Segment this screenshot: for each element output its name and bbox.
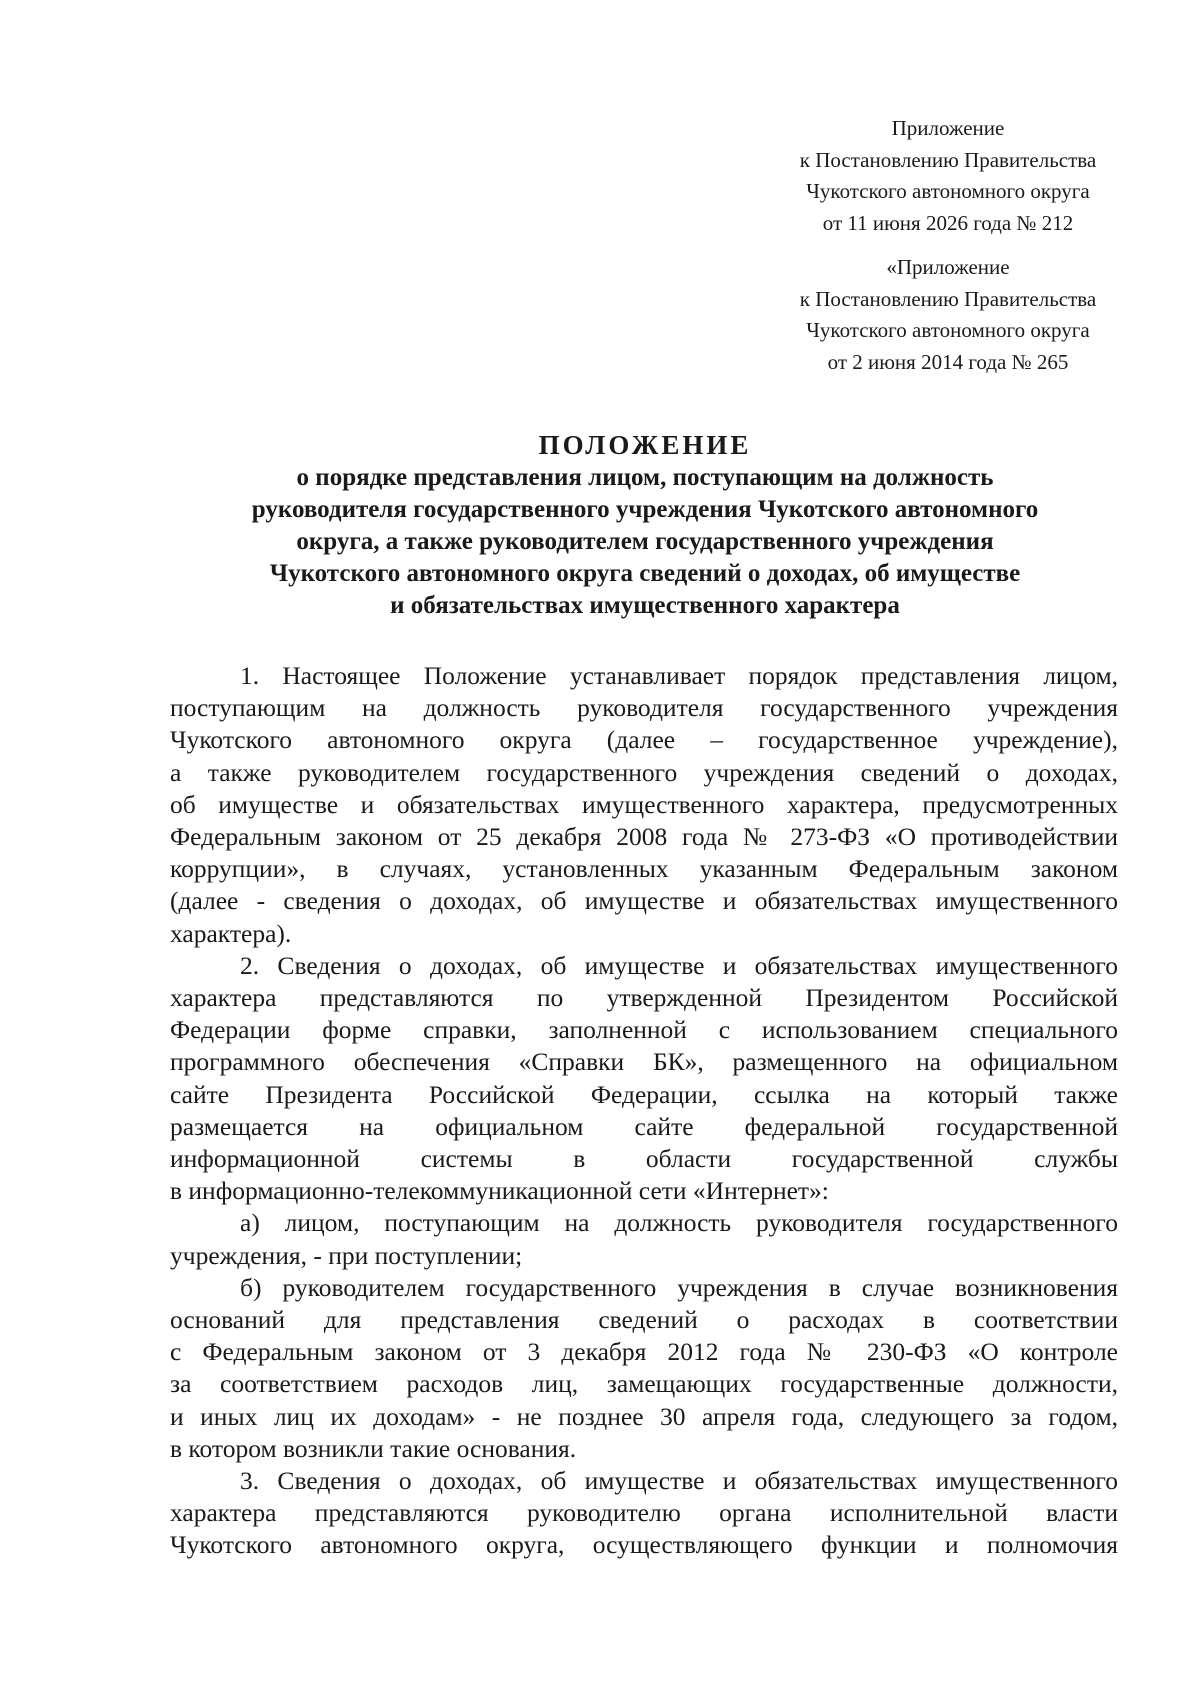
text-line: 3. Сведения о доходах, об имуществе и обязательствах имущественного [240, 1466, 1118, 1496]
text-line: (далее - сведения о доходах, об имуществе и обязательствах имущественного [170, 886, 1118, 916]
appendix-line: от 11 июня 2026 года № 212 [822, 210, 1074, 235]
text-line: сайте Президента Российской Федерации, ссылка на который также [170, 1079, 1118, 1109]
text-line: поступающим на должность руководителя государственного учреждения [170, 693, 1118, 723]
appendix-line: к Постановлению Правительства [799, 286, 1097, 311]
text-line: характера представляются руководителю органа исполнительной власти [170, 1498, 1118, 1528]
text-line: и иных лиц их доходам» - не позднее 30 апреля года, следующего за годом, [170, 1401, 1118, 1431]
text-line: информационной системы в области государственной службы [170, 1144, 1118, 1174]
text-line: в информационно-телекоммуникационной сети «Интернет»: [170, 1176, 829, 1206]
text-line: об имуществе и обязательствах имущественного характера, предусмотренных [170, 789, 1118, 819]
text-line: б) руководителем государственного учреждения в случае возникновения [240, 1272, 1118, 1302]
appendix-line: от 2 июня 2014 года № 265 [827, 349, 1069, 374]
text-line: в котором возникли такие основания. [170, 1433, 577, 1463]
text-line: 2. Сведения о доходах, об имуществе и обязательствах имущественного [240, 950, 1118, 980]
text-line: характера). [170, 918, 292, 948]
paragraph-3 [170, 1465, 1118, 1562]
text-line: а также руководителем государственного учреждения сведений о доходах, [170, 757, 1118, 787]
text-line: коррупции», в случаях, установленных указанным Федеральным законом [170, 854, 1118, 884]
appendix-line: Чукотского автономного округа [806, 318, 1090, 342]
paragraph-2b [170, 1272, 1118, 1465]
text-line: размещается на официальном сайте федеральной государственной [170, 1111, 1118, 1141]
appendix-header-current [748, 113, 1148, 239]
paragraph-2a [170, 1207, 1118, 1271]
text-line: за соответствием расходов лиц, замещающих государственные должности, [170, 1369, 1118, 1399]
title-subtitle-line: и обязательствах имущественного характера [390, 592, 900, 619]
appendix-line: «Приложение [886, 255, 1010, 279]
text-line: Чукотского автономного округа (далее – государственное учреждение), [170, 725, 1118, 755]
appendix-line: Чукотского автономного округа [806, 179, 1090, 203]
title-subtitle-line: о порядке представления лицом, поступающим на должность [296, 464, 994, 491]
document-body [170, 660, 1118, 1562]
paragraph-1 [170, 660, 1118, 950]
text-line: Чукотского автономного округа, осуществляющего функции и полномочия [170, 1530, 1118, 1560]
appendix-line: к Постановлению Правительства [799, 147, 1097, 172]
title-subtitle-line: Чукотского автономного округа сведений о доходах, об имуществе [269, 560, 1021, 587]
text-line: 1. Настоящее Положение устанавливает порядок представления лицом, [240, 661, 1118, 690]
title-main: ПОЛОЖЕНИЕ [538, 430, 752, 460]
text-line: а) лицом, поступающим на должность руководителя государственного [240, 1208, 1118, 1238]
document-title [170, 428, 1120, 622]
text-line: Федерации форме справки, заполненной с использованием специального [170, 1015, 1118, 1045]
title-subtitle-line: руководителя государственного учреждения Чукотского автономного [251, 496, 1039, 523]
appendix-header-original [748, 252, 1148, 378]
text-line: оснований для представления сведений о расходах в соответствии [170, 1305, 1118, 1335]
text-line: программного обеспечения «Справки БК», размещенного на официальном [170, 1047, 1118, 1077]
text-line: учреждения, - при поступлении; [170, 1240, 523, 1270]
text-line: Федеральным законом от 25 декабря 2008 года № 273-ФЗ «О противодействии [170, 822, 1118, 852]
paragraph-2 [170, 950, 1118, 1208]
appendix-line: Приложение [891, 116, 1005, 140]
text-line: с Федеральным законом от 3 декабря 2012 года № 230-ФЗ «О контроле [170, 1337, 1118, 1367]
title-subtitle-line: округа, а также руководителем государственного учреждения [296, 528, 994, 555]
text-line: характера представляются по утвержденной Президентом Российской [170, 983, 1118, 1013]
